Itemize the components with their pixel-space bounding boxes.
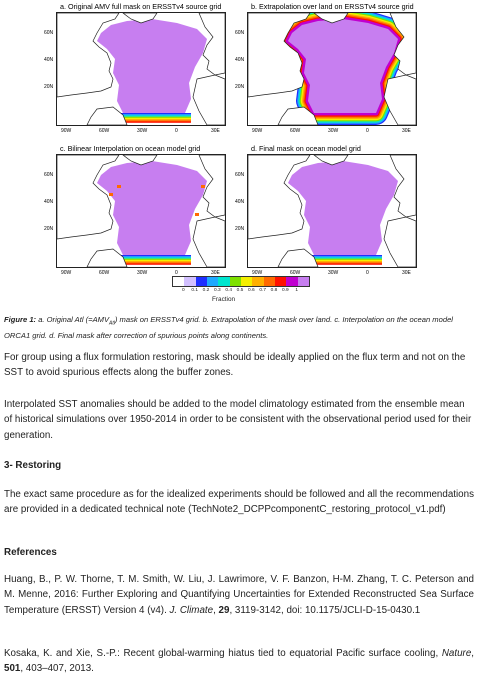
panel-d-buffer-stripe bbox=[310, 257, 382, 258]
panel-a-buffer-stripe bbox=[119, 115, 191, 116]
lon-tick: 30W bbox=[137, 270, 148, 276]
lon-tick: 0 bbox=[366, 128, 369, 134]
panel-c-buffer-stripe bbox=[119, 260, 191, 261]
reference-kosaka-pages: , 403–407, 2013. bbox=[20, 663, 94, 675]
lon-tick: 0 bbox=[366, 270, 369, 276]
colorbar-label: 0.8 bbox=[270, 288, 278, 293]
lat-tick: 40N bbox=[44, 57, 54, 63]
panel-c-spurious-point bbox=[117, 185, 121, 188]
panel-c-spurious-point bbox=[109, 193, 113, 196]
heading-restoring: 3- Restoring bbox=[4, 460, 62, 471]
lon-tick: 30E bbox=[211, 270, 220, 276]
caption-label: Figure 1: bbox=[4, 315, 37, 324]
lon-tick: 60W bbox=[99, 128, 110, 134]
lat-tick: 20N bbox=[235, 226, 245, 232]
panel-d-buffer-stripe bbox=[310, 256, 382, 257]
colorbar-label: 0.4 bbox=[225, 288, 232, 293]
panel-a-title: a. Original AMV full mask on ERSSTv4 source grid bbox=[60, 2, 222, 11]
lon-tick: 30W bbox=[137, 128, 148, 134]
colorbar-swatch bbox=[264, 277, 275, 286]
colorbar-swatch bbox=[286, 277, 297, 286]
lat-tick: 60N bbox=[235, 30, 245, 36]
colorbar-swatch bbox=[196, 277, 207, 286]
panel-b-title: b. Extrapolation over land on ERSSTv4 source grid bbox=[251, 2, 414, 11]
lon-tick: 90W bbox=[252, 128, 263, 134]
panel-c-spurious-point bbox=[201, 185, 205, 188]
lon-tick: 60W bbox=[290, 128, 301, 134]
panel-a-buffer-stripe bbox=[119, 119, 191, 120]
colorbar-title: Fraction bbox=[212, 296, 236, 303]
panel-c-title: c. Bilinear Interpolation on ocean model grid bbox=[60, 144, 201, 153]
lat-tick: 20N bbox=[44, 84, 54, 90]
lon-tick: 0 bbox=[175, 270, 178, 276]
colorbar-label: 0.5 bbox=[236, 288, 244, 293]
panel-d-title: d. Final mask on ocean model grid bbox=[251, 144, 361, 153]
lon-tick: 90W bbox=[61, 270, 72, 276]
lon-tick: 30E bbox=[402, 270, 411, 276]
lat-tick: 20N bbox=[235, 84, 245, 90]
lat-tick: 60N bbox=[44, 172, 54, 178]
lon-tick: 60W bbox=[290, 270, 301, 276]
panel-c-buffer-stripe bbox=[119, 255, 191, 256]
panel-b-map bbox=[247, 12, 417, 126]
panel-a-buffer-stripe bbox=[119, 117, 191, 118]
panel-a-buffer-stripe bbox=[119, 113, 191, 114]
reference-kosaka-sep: , bbox=[471, 648, 474, 659]
panel-d-buffer-stripe bbox=[310, 260, 382, 261]
panel-d-buffer-stripe bbox=[310, 262, 382, 263]
lat-tick: 60N bbox=[44, 30, 54, 36]
colorbar-label: 0 bbox=[181, 288, 185, 293]
reference-huang-journal: J. Climate bbox=[169, 604, 214, 616]
panel-a-buffer-stripe bbox=[119, 118, 191, 119]
reference-kosaka bbox=[4, 646, 474, 677]
colorbar-swatch bbox=[298, 277, 309, 286]
colorbar-swatch bbox=[173, 277, 184, 286]
reference-kosaka-authors: Kosaka, K. and Xie, S.-P.: Recent global-warming hiatus tied to equatorial Pacific surface cooling, bbox=[4, 648, 442, 659]
lon-tick: 30E bbox=[402, 128, 411, 134]
lat-tick: 40N bbox=[44, 199, 54, 205]
panel-a-map bbox=[56, 12, 226, 126]
lon-tick: 0 bbox=[175, 128, 178, 134]
caption-text-2: ) mask on ERSSTv4 grid. b. Extrapolation of the mask over land. c. Interpolation on the ocean model ORCA1 grid. d. Final mask after correction of spurious points along continents. bbox=[4, 315, 453, 340]
panel-d-buffer-stripe bbox=[310, 263, 382, 264]
panel-c-spurious-point bbox=[195, 213, 199, 216]
colorbar-label: 0.2 bbox=[202, 288, 210, 293]
panel-c-map bbox=[56, 154, 226, 268]
reference-huang-pages: , 3119-3142, doi: 10.1175/JCLI-D-15-0430.1 bbox=[229, 604, 421, 616]
panel-c-buffer-stripe bbox=[119, 257, 191, 258]
reference-kosaka-journal: Nature bbox=[441, 648, 472, 659]
lon-tick: 90W bbox=[61, 128, 72, 134]
colorbar-swatch bbox=[207, 277, 218, 286]
colorbar-swatch bbox=[230, 277, 241, 286]
colorbar-swatch bbox=[275, 277, 286, 286]
panel-d-buffer-stripe bbox=[310, 255, 382, 256]
colorbar-swatch bbox=[218, 277, 229, 286]
caption-sub: Atl bbox=[109, 320, 115, 327]
panel-c-buffer-stripe bbox=[119, 261, 191, 262]
panel-c-buffer-stripe bbox=[119, 263, 191, 264]
figure-caption bbox=[4, 314, 478, 341]
lon-tick: 30W bbox=[328, 270, 339, 276]
panel-c-buffer-stripe bbox=[119, 256, 191, 257]
colorbar-swatch bbox=[241, 277, 252, 286]
lat-tick: 40N bbox=[235, 57, 245, 63]
panel-a-buffer-stripe bbox=[119, 120, 191, 121]
colorbar-label: 0.9 bbox=[281, 288, 289, 293]
reference-huang-authors: Huang, B., P. W. Thorne, T. M. Smith, W. Liu, J. Lawrimore, V. F. Banzon, H-M. Zhang, T. C. Peterson and M. Menne, 2016: Further Exploring and Quantifying Uncertainties for Extended Reconstructed Sea Surface Temperature (ERSST) Version 4 (v4). bbox=[4, 574, 474, 616]
colorbar-swatch bbox=[252, 277, 263, 286]
reference-huang bbox=[4, 572, 474, 618]
reference-huang-sep: , bbox=[213, 604, 219, 616]
lon-tick: 30W bbox=[328, 128, 339, 134]
paragraph-flux: For group using a flux formulation restoring, mask should be ideally applied on the flux term and not on the SST to avoid spurious effects along the buffer zones. bbox=[4, 352, 466, 379]
heading-references: References bbox=[4, 547, 57, 558]
lon-tick: 90W bbox=[252, 270, 263, 276]
lat-tick: 20N bbox=[44, 226, 54, 232]
colorbar bbox=[172, 276, 310, 287]
lat-tick: 60N bbox=[235, 172, 245, 178]
panel-a-buffer-stripe bbox=[119, 114, 191, 115]
lon-tick: 30E bbox=[211, 128, 220, 134]
panel-a-buffer-stripe bbox=[119, 121, 191, 122]
colorbar-label: 0.3 bbox=[213, 288, 221, 293]
colorbar-label: 0.6 bbox=[247, 288, 255, 293]
colorbar-label: 0.1 bbox=[191, 288, 198, 293]
colorbar-label: 1 bbox=[295, 288, 298, 293]
colorbar-swatch bbox=[184, 277, 195, 286]
caption-text: a. Original Atl (=AMV bbox=[38, 315, 110, 324]
panel-c-buffer-stripe bbox=[119, 259, 191, 260]
paragraph-anomalies: Interpolated SST anomalies should be added to the model climatology estimated from the ensemble mean of historical simulations over 1950-2014 in order to be consistent with the observational period used for their generation. bbox=[4, 399, 472, 441]
paragraph-restoring: The exact same procedure as for the idealized experiments should be followed and all the recommendations are provided in a dedicated technical note (TechNote2_DCPPcomponentC_restoring_protocol_v1.pdf) bbox=[4, 489, 474, 516]
colorbar-label: 0.7 bbox=[259, 288, 266, 293]
lon-tick: 60W bbox=[99, 270, 110, 276]
panel-c-buffer-stripe bbox=[119, 262, 191, 263]
reference-kosaka-volume: 501 bbox=[4, 663, 21, 675]
reference-huang-volume: 29 bbox=[218, 604, 230, 616]
lat-tick: 40N bbox=[235, 199, 245, 205]
panel-d-buffer-stripe bbox=[310, 261, 382, 262]
panel-d-buffer-stripe bbox=[310, 259, 382, 260]
panel-d-map bbox=[247, 154, 417, 268]
